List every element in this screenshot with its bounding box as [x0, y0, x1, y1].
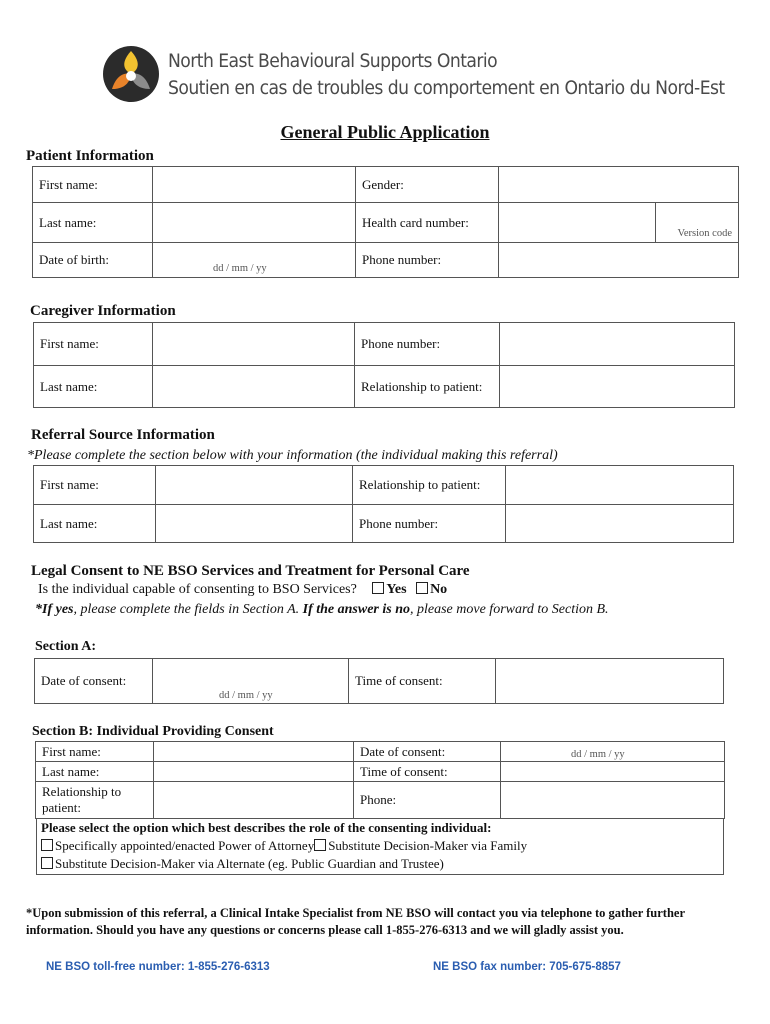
consent-instructions: *If yes, please complete the fields in Section A. If the answer is no, please move forward to Section B.: [35, 602, 609, 617]
patient-phone-field[interactable]: [499, 243, 739, 278]
caregiver-relationship-label: Relationship to patient:: [355, 366, 500, 408]
patient-dob-label: Date of birth:: [33, 243, 153, 278]
consent-question: Is the individual capable of consenting to BSO Services?: [38, 582, 357, 597]
caregiver-first-name-field[interactable]: [153, 323, 355, 366]
checkbox-no[interactable]: [416, 582, 428, 594]
section-b-heading: Section B: Individual Providing Consent: [32, 724, 274, 739]
referral-last-name-label: Last name:: [34, 505, 156, 543]
caregiver-last-name-label: Last name:: [34, 366, 153, 408]
fax-number: NE BSO fax number: 705-675-8857: [433, 961, 621, 973]
patient-gender-field[interactable]: [499, 167, 739, 203]
caregiver-phone-field[interactable]: [500, 323, 735, 366]
dob-placeholder: dd / mm / yy: [213, 263, 267, 274]
referral-phone-field[interactable]: [506, 505, 734, 543]
consent-question-row: [38, 582, 447, 598]
patient-gender-label: Gender:: [356, 167, 499, 203]
section-b-date-field[interactable]: [501, 742, 725, 762]
section-a-heading: Section A:: [35, 639, 97, 654]
section-a-table: [34, 658, 724, 704]
page-title: General Public Application: [280, 122, 490, 142]
consent-yes-option[interactable]: Yes: [372, 582, 406, 597]
caregiver-last-name-field[interactable]: [153, 366, 355, 408]
section-b-time-field[interactable]: [501, 762, 725, 782]
section-b-relationship-field[interactable]: [154, 782, 354, 819]
section-b-phone-field[interactable]: [501, 782, 725, 819]
section-b-first-name-label: First name:: [36, 742, 154, 762]
referral-last-name-field[interactable]: [156, 505, 353, 543]
patient-first-name-label: First name:: [33, 167, 153, 203]
section-b-last-name-field[interactable]: [154, 762, 354, 782]
section-b-table: [35, 741, 725, 819]
section-a-date-placeholder: dd / mm / yy: [219, 690, 273, 701]
patient-phone-label: Phone number:: [356, 243, 499, 278]
option-sdm-alternate[interactable]: Substitute Decision-Maker via Alternate (eg. Public Guardian and Trustee): [41, 856, 444, 872]
nebso-logo: [102, 45, 160, 103]
section-a-time-label: Time of consent:: [349, 659, 496, 704]
patient-info-heading: Patient Information: [26, 148, 154, 164]
option-row-1: [41, 838, 527, 854]
checkbox-yes[interactable]: [372, 582, 384, 594]
section-b-first-name-field[interactable]: [154, 742, 354, 762]
section-a-time-field[interactable]: [496, 659, 724, 704]
caregiver-info-table: [33, 322, 735, 408]
consenting-role-options: [36, 818, 724, 875]
referral-relationship-field[interactable]: [506, 466, 734, 505]
section-b-last-name-label: Last name:: [36, 762, 154, 782]
option-poa[interactable]: Specifically appointed/enacted Power of Attorney: [41, 838, 314, 853]
section-b-time-label: Time of consent:: [354, 762, 501, 782]
consent-heading: Legal Consent to NE BSO Services and Treatment for Personal Care: [31, 563, 470, 579]
option-sdm-family[interactable]: Substitute Decision-Maker via Family: [314, 838, 527, 853]
option-prompt: Please select the option which best describes the role of the consenting individual:: [41, 820, 492, 835]
section-a-date-label: Date of consent:: [35, 659, 153, 704]
referral-info-table: [33, 465, 734, 543]
referral-relationship-label: Relationship to patient:: [353, 466, 506, 505]
referral-note: *Please complete the section below with your information (the individual making this referral): [27, 448, 558, 463]
patient-health-card-field[interactable]: [499, 203, 739, 243]
referral-info-heading: Referral Source Information: [31, 427, 215, 443]
section-b-date-placeholder: dd / mm / yy: [571, 749, 625, 760]
section-b-phone-label: Phone:: [354, 782, 501, 819]
version-code-divider: [655, 203, 656, 242]
submission-footnote: *Upon submission of this referral, a Clinical Intake Specialist from NE BSO will contact you via telephone to gather further information. Should you have any questions or concerns please call 1-855-276-6313 and we will gladly assist you.: [26, 906, 685, 937]
patient-info-table: [32, 166, 739, 278]
consent-no-option[interactable]: No: [416, 582, 447, 597]
checkbox-poa[interactable]: [41, 839, 53, 851]
caregiver-info-heading: Caregiver Information: [30, 303, 176, 319]
patient-dob-field[interactable]: [153, 243, 356, 278]
patient-last-name-label: Last name:: [33, 203, 153, 243]
org-name-en: North East Behavioural Supports Ontario: [168, 51, 498, 72]
patient-health-card-label: Health card number:: [356, 203, 499, 243]
section-b-date-label: Date of consent:: [354, 742, 501, 762]
org-name-fr: Soutien en cas de troubles du comportement en Ontario du Nord-Est: [168, 78, 725, 99]
caregiver-first-name-label: First name:: [34, 323, 153, 366]
referral-first-name-field[interactable]: [156, 466, 353, 505]
referral-first-name-label: First name:: [34, 466, 156, 505]
referral-phone-label: Phone number:: [353, 505, 506, 543]
caregiver-phone-label: Phone number:: [355, 323, 500, 366]
checkbox-sdm-family[interactable]: [314, 839, 326, 851]
caregiver-relationship-field[interactable]: [500, 366, 735, 408]
patient-last-name-field[interactable]: [153, 203, 356, 243]
section-b-relationship-label: Relationship to patient:: [36, 782, 154, 819]
version-code-label[interactable]: Version code: [677, 228, 732, 239]
tollfree-number: NE BSO toll-free number: 1-855-276-6313: [46, 961, 270, 973]
patient-first-name-field[interactable]: [153, 167, 356, 203]
checkbox-sdm-alternate[interactable]: [41, 857, 53, 869]
section-a-date-field[interactable]: [153, 659, 349, 704]
